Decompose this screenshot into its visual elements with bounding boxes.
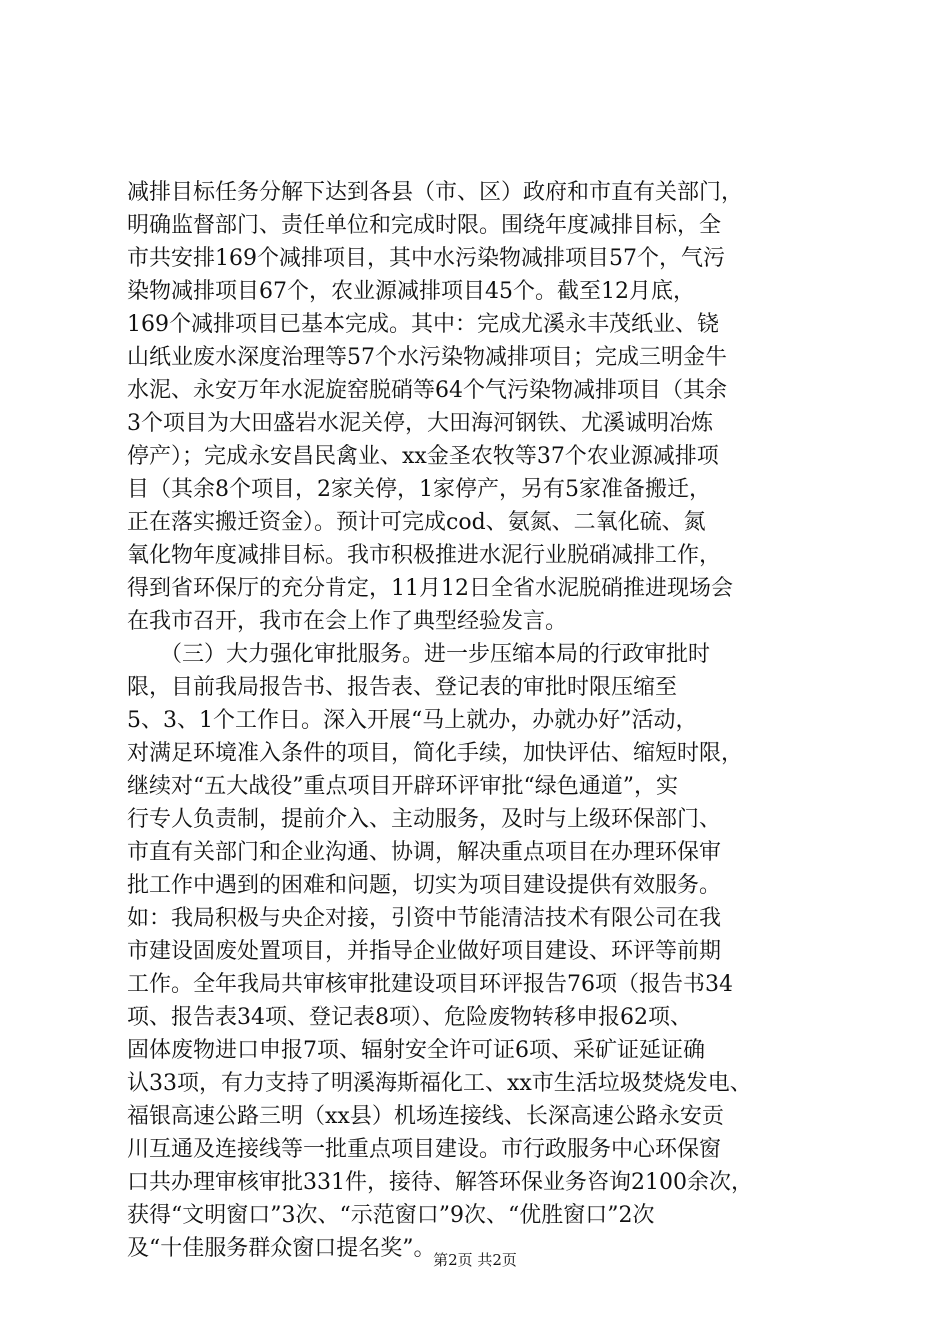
text-line: （三）大力强化审批服务。进一步压缩本局的行政审批时 (127, 642, 711, 667)
text-line: 市共安排169个减排项目，其中水污染物减排项目57个，气污 (127, 246, 725, 271)
text-line: 得到省环保厅的充分肯定，11月12日全省水泥脱硝推进现场会 (127, 576, 733, 601)
text-line: 169个减排项目已基本完成。其中：完成尤溪永丰茂纸业、铙 (127, 312, 719, 337)
text-line: 停产）；完成永安昌民禽业、xx金圣农牧等37个农业源减排项 (127, 444, 719, 469)
text-line: 市建设固废处置项目，并指导企业做好项目建设、环评等前期 (127, 939, 722, 964)
text-line: 继续对“五大战役”重点项目开辟环评审批“绿色通道”，实 (127, 774, 678, 799)
text-line: 明确监督部门、责任单位和完成时限。围绕年度减排目标，全 (127, 213, 722, 238)
text-line: 如：我局积极与央企对接，引资中节能清洁技术有限公司在我 (127, 906, 722, 931)
text-line: 减排目标任务分解下达到各县（市、区）政府和市直有关部门， (127, 180, 744, 205)
text-line: 福银高速公路三明（xx县）机场连接线、长深高速公路永安贡 (127, 1104, 724, 1129)
text-line: 在我市召开，我市在会上作了典型经验发言。 (127, 609, 568, 634)
text-line: 正在落实搬迁资金）。预计可完成cod、氨氮、二氧化硫、氮 (127, 510, 706, 535)
text-line: 市直有关部门和企业沟通、协调，解决重点项目在办理环保审 (127, 840, 722, 865)
text-line: 及“十佳服务群众窗口提名奖”。 (127, 1236, 436, 1261)
text-line: 获得“文明窗口”3次、“示范窗口”9次、“优胜窗口”2次 (127, 1203, 655, 1228)
text-line: 口共办理审核审批331件，接待、解答环保业务咨询2100余次， (127, 1170, 753, 1195)
text-line: 目（其余8个项目，2家关停，1家停产，另有5家准备搬迁， (127, 477, 711, 502)
text-line: 5、3、1个工作日。深入开展“马上就办，办就办好”活动， (127, 708, 698, 733)
text-line: 批工作中遇到的困难和问题，切实为项目建设提供有效服务。 (127, 873, 722, 898)
text-line: 氧化物年度减排目标。我市积极推进水泥行业脱硝减排工作， (127, 543, 722, 568)
text-line: 水泥、永安万年水泥旋窑脱硝等64个气污染物减排项目（其余 (127, 378, 727, 403)
document-body (127, 176, 827, 1265)
text-line: 工作。全年我局共审核审批建设项目环评报告76项（报告书34 (127, 972, 733, 997)
text-line: 对满足环境准入条件的项目，简化手续，加快评估、缩短时限， (127, 741, 744, 766)
text-line: 染物减排项目67个，农业源减排项目45个。截至12月底， (127, 279, 695, 304)
page-number-footer: 第2页 共2页 (433, 1251, 517, 1269)
text-line: 山纸业废水深度治理等57个水污染物减排项目；完成三明金牛 (127, 345, 727, 370)
text-line: 3个项目为大田盛岩水泥关停，大田海河钢铁、尤溪诚明冶炼 (127, 411, 713, 436)
text-line: 行专人负责制，提前介入、主动服务，及时与上级环保部门、 (127, 807, 722, 832)
text-line: 限，目前我局报告书、报告表、登记表的审批时限压缩至 (127, 675, 678, 700)
text-line: 认33项，有力支持了明溪海斯福化工、xx市生活垃圾焚烧发电、 (127, 1071, 752, 1096)
text-line: 项、报告表34项、登记表8项）、危险废物转移申报62项、 (127, 1005, 692, 1030)
text-line: 固体废物进口申报7项、辐射安全许可证6项、采矿证延证确 (127, 1038, 705, 1063)
text-line: 川互通及连接线等一批重点项目建设。市行政服务中心环保窗 (127, 1137, 722, 1162)
